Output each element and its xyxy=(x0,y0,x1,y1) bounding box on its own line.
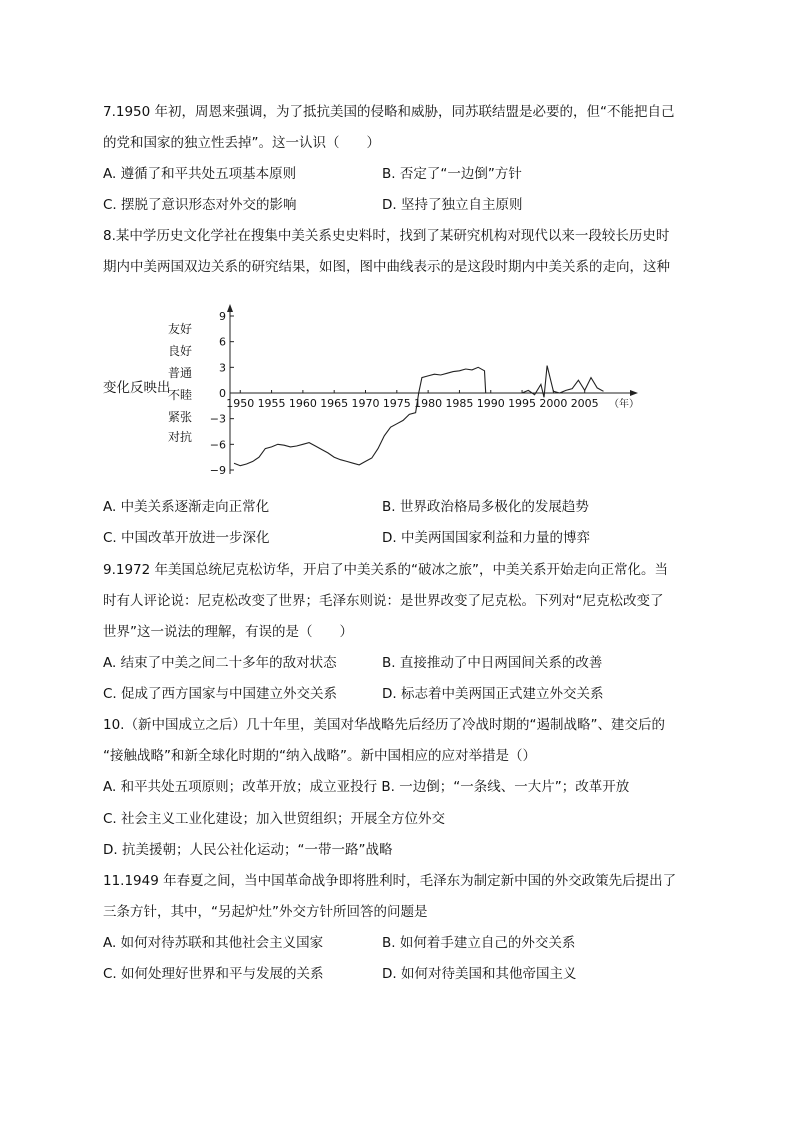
y-tick-label: −3 xyxy=(209,412,226,426)
x-tick-label: 1955 xyxy=(257,397,286,410)
q11-option-c: C. 如何处理好世界和平与发展的关系 xyxy=(103,966,324,982)
q8-stem-line2: 期内中美两国双边关系的研究结果，如图，图中曲线表示的是这段时期内中美关系的走向，这种 xyxy=(103,259,670,275)
x-tick-label: 1960 xyxy=(288,397,317,410)
q9-stem-line3: 世界”这一说法的理解，有误的是（ ） xyxy=(103,624,353,640)
y-tick-label: −9 xyxy=(209,464,226,477)
x-tick-label: 1965 xyxy=(320,397,349,410)
q7-option-a: A. 遵循了和平共处五项基本原则 xyxy=(103,166,297,182)
x-tick-label: 1990 xyxy=(476,397,505,410)
q10-option-c: C. 社会主义工业化建设；加入世贸组织；开展全方位外交 xyxy=(103,811,446,827)
q9-option-b: B. 直接推动了中日两国间关系的改善 xyxy=(382,655,603,671)
x-tick-label: 1980 xyxy=(414,397,443,410)
q7-option-b: B. 否定了“一边倒”方针 xyxy=(382,166,522,182)
chart-label-friendly: 友好 xyxy=(168,322,193,336)
q11-option-a: A. 如何对待苏联和其他社会主义国家 xyxy=(103,935,324,951)
q8-stem-line3: 变化反映出 xyxy=(103,380,171,396)
q8-option-b: B. 世界政治格局多极化的发展趋势 xyxy=(382,499,589,515)
q9-stem-line2: 时有人评论说：尼克松改变了世界；毛泽东则说：是世界改变了尼克松。下列对“尼克松改变了 xyxy=(103,593,664,609)
q7-option-c: C. 摆脱了意识形态对外交的影响 xyxy=(103,197,297,213)
x-tick-label: 1995 xyxy=(508,397,537,410)
chart-label-good: 良好 xyxy=(168,344,193,358)
x-tick-label: 2000 xyxy=(539,397,568,410)
x-tick-label: 1975 xyxy=(382,397,411,410)
chart-label-tense: 紧张 xyxy=(168,410,193,424)
x-tick-label: 1950 xyxy=(226,397,255,410)
chart-svg xyxy=(168,300,648,480)
y-tick-label: 0 xyxy=(219,387,226,400)
y-tick-label: 3 xyxy=(219,361,226,375)
series-line xyxy=(234,366,604,466)
q11-stem-line1: 11.1949 年春夏之间，当中国革命战争即将胜利时，毛泽东为制定新中国的外交政策先后提出了 xyxy=(103,873,677,889)
q10-stem-line2: “接触战略”和新全球化时期的“纳入战略”。新中国相应的应对举措是（） xyxy=(103,748,536,764)
y-tick-label: 6 xyxy=(219,335,226,349)
q10-stem-line1: 10.（新中国成立之后）几十年里，美国对华战略先后经历了冷战时期的“遏制战略”、建交后的 xyxy=(103,717,665,733)
q7-stem-line1: 7.1950 年初，周恩来强调，为了抵抗美国的侵略和威胁，同苏联结盟是必要的，但“不能把自己 xyxy=(103,104,675,120)
y-tick-label: −6 xyxy=(209,438,226,452)
q10-option-ab: A. 和平共处五项原则；改革开放；成立亚投行 B. 一边倒；“一条线、一大片”；改革开放 xyxy=(103,779,630,795)
y-tick-label: 9 xyxy=(219,310,226,323)
q11-option-b: B. 如何着手建立自己的外交关系 xyxy=(382,935,576,951)
x-tick-label: 1970 xyxy=(351,397,380,410)
q8-option-a: A. 中美关系逐渐走向正常化 xyxy=(103,499,270,515)
x-unit-label: （年） xyxy=(609,399,639,410)
y-axis-arrow xyxy=(227,304,233,312)
q7-stem-line2: 的党和国家的独立性丢掉”。这一认识（ ） xyxy=(103,135,380,151)
chart-label-discord: 不睦 xyxy=(168,388,193,402)
q10-option-d: D. 抗美援朝；人民公社化运动；“一带一路”战略 xyxy=(103,842,393,858)
chart-label-confrontation: 对抗 xyxy=(168,430,193,444)
q8-stem-line1: 8.某中学历史文化学社在搜集中美关系史史料时，找到了某研究机构对现代以来一段较长历史时 xyxy=(103,228,670,244)
q9-option-a: A. 结束了中美之间二十多年的敌对状态 xyxy=(103,655,337,671)
q11-option-d: D. 如何对待美国和其他帝国主义 xyxy=(382,966,577,982)
q11-stem-line2: 三条方针，其中，“另起炉灶”外交方针所回答的问题是 xyxy=(103,904,428,920)
q8-option-c: C. 中国改革开放进一步深化 xyxy=(103,530,270,546)
x-tick-label: 1985 xyxy=(445,397,474,410)
chart-label-normal: 普通 xyxy=(168,366,193,380)
relations-chart xyxy=(168,300,648,480)
x-tick-label: 2005 xyxy=(570,397,599,410)
q9-option-d: D. 标志着中美两国正式建立外交关系 xyxy=(382,686,604,702)
q7-option-d: D. 坚持了独立自主原则 xyxy=(382,197,523,213)
x-axis-arrow xyxy=(630,390,638,396)
q9-option-c: C. 促成了西方国家与中国建立外交关系 xyxy=(103,686,338,702)
q8-option-d: D. 中美两国国家利益和力量的博弈 xyxy=(382,530,590,546)
q9-stem-line1: 9.1972 年美国总统尼克松访华，开启了中美关系的“破冰之旅”，中美关系开始走向正常化。当 xyxy=(103,562,669,578)
